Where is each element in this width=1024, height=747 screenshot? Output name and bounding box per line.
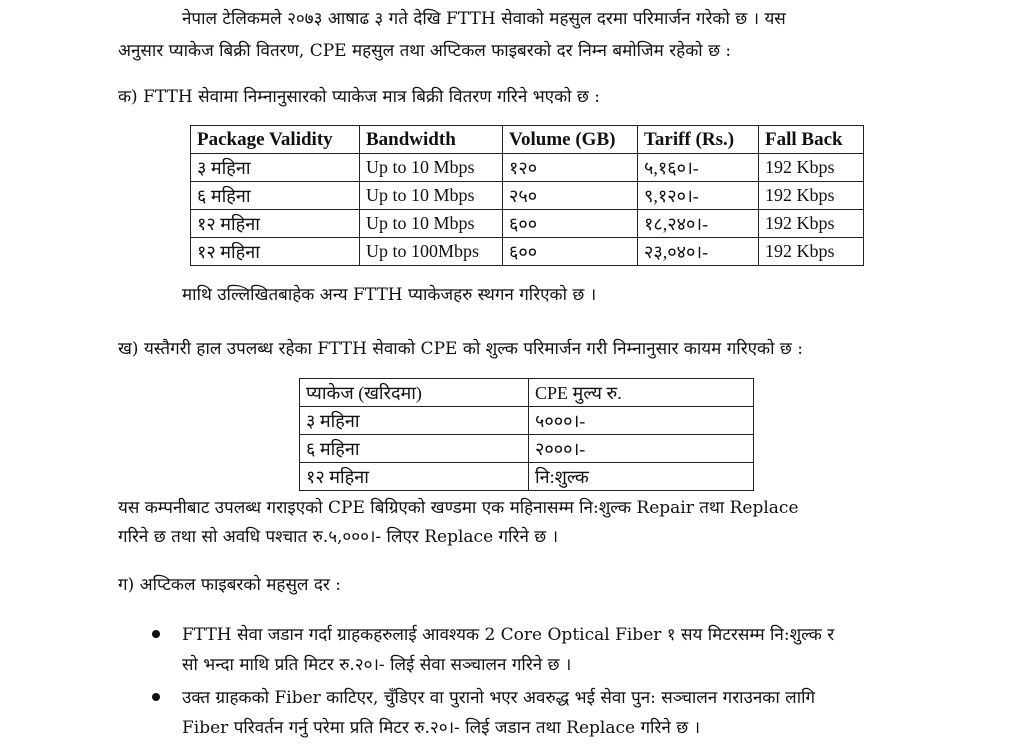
col-volume: Volume (GB) <box>503 126 638 154</box>
cell-validity: १२ महिना <box>191 210 360 238</box>
cell-volume: ६०० <box>503 210 638 238</box>
bullet-2-line-2: Fiber परिवर्तन गर्नु परेमा प्रति मिटर रु.२०।- लिई जडान तथा Replace गरिने छ । <box>182 718 701 738</box>
cell-cpe-price: २०००।- <box>529 435 754 463</box>
table-row <box>191 182 864 210</box>
cell-package: ६ महिना <box>300 435 529 463</box>
intro-line-1: नेपाल टेलिकमले २०७३ आषाढ ३ गते देखि FTTH सेवाको महसुल दरमा परिमार्जन गरेको छ । यस <box>182 9 786 29</box>
package-table-header-row <box>191 126 864 154</box>
col-cpe-price: CPE मुल्य रु. <box>529 379 754 407</box>
cell-volume: १२० <box>503 154 638 182</box>
col-package-purchase: प्याकेज (खरिदमा) <box>300 379 529 407</box>
table-row <box>300 463 754 491</box>
section-kha-heading: ख) यस्तैगरी हाल उपलब्ध रहेका FTTH सेवाको CPE को शुल्क परिमार्जन गरी निम्नानुसार कायम गरिएको छ : <box>118 339 803 359</box>
col-package-validity: Package Validity <box>191 126 360 154</box>
bullet-dot-icon <box>152 630 160 638</box>
cell-fall-back: 192 Kbps <box>759 210 864 238</box>
section-ka-note: माथि उल्लिखितबाहेक अन्य FTTH प्याकेजहरु स्थगन गरिएको छ । <box>182 285 597 305</box>
section-ka-heading: क) FTTH सेवामा निम्नानुसारको प्याकेज मात्र बिक्री वितरण गरिने भएको छ : <box>118 87 600 107</box>
cell-validity: १२ महिना <box>191 238 360 266</box>
cell-volume: ६०० <box>503 238 638 266</box>
cell-tariff: ५,१६०।- <box>638 154 759 182</box>
cell-fall-back: 192 Kbps <box>759 238 864 266</box>
cpe-table <box>299 378 754 491</box>
bullet-1-line-2: सो भन्दा माथि प्रति मिटर रु.२०।- लिई सेवा सञ्चालन गरिने छ । <box>182 655 572 675</box>
cell-fall-back: 192 Kbps <box>759 154 864 182</box>
cpe-table-header-row <box>300 379 754 407</box>
table-row <box>191 210 864 238</box>
col-fall-back: Fall Back <box>759 126 864 154</box>
intro-line-2: अनुसार प्याकेज बिक्री वितरण, CPE महसुल तथा अप्टिकल फाइबरको दर निम्न बमोजिम रहेको छ : <box>118 41 732 61</box>
table-row <box>191 154 864 182</box>
package-table <box>190 125 864 266</box>
section-kha-note-line-2: गरिने छ तथा सो अवधि पश्चात रु.५,०००।- लिएर Replace गरिने छ । <box>118 527 559 547</box>
cell-volume: २५० <box>503 182 638 210</box>
table-row <box>300 435 754 463</box>
section-ga-heading: ग) अप्टिकल फाइबरको महसुल दर : <box>118 575 341 595</box>
cell-validity: ३ महिना <box>191 154 360 182</box>
cell-bandwidth: Up to 10 Mbps <box>360 182 503 210</box>
cell-tariff: १८,२४०।- <box>638 210 759 238</box>
cell-bandwidth: Up to 100Mbps <box>360 238 503 266</box>
col-tariff: Tariff (Rs.) <box>638 126 759 154</box>
bullet-1-line-1: FTTH सेवा जडान गर्दा ग्राहकहरुलाई आवश्यक 2 Core Optical Fiber १ सय मिटरसम्म नि:शुल्क र <box>182 625 835 645</box>
cell-validity: ६ महिना <box>191 182 360 210</box>
table-row <box>300 407 754 435</box>
cell-package: ३ महिना <box>300 407 529 435</box>
col-bandwidth: Bandwidth <box>360 126 503 154</box>
cell-bandwidth: Up to 10 Mbps <box>360 154 503 182</box>
section-kha-note-line-1: यस कम्पनीबाट उपलब्ध गराइएको CPE बिग्रिएको खण्डमा एक महिनासम्म नि:शुल्क Repair तथा Replace <box>118 498 799 518</box>
cell-tariff: ९,१२०।- <box>638 182 759 210</box>
table-row <box>191 238 864 266</box>
cell-bandwidth: Up to 10 Mbps <box>360 210 503 238</box>
cell-cpe-price: ५०००।- <box>529 407 754 435</box>
bullet-2-line-1: उक्त ग्राहकको Fiber काटिएर, चुँडिएर वा पुरानो भएर अवरुद्ध भई सेवा पुन: सञ्चालन गराउनका लागि <box>182 688 816 708</box>
cell-package: १२ महिना <box>300 463 529 491</box>
cell-tariff: २३,०४०।- <box>638 238 759 266</box>
cell-fall-back: 192 Kbps <box>759 182 864 210</box>
bullet-dot-icon <box>152 693 160 701</box>
cell-cpe-price: नि:शुल्क <box>529 463 754 491</box>
